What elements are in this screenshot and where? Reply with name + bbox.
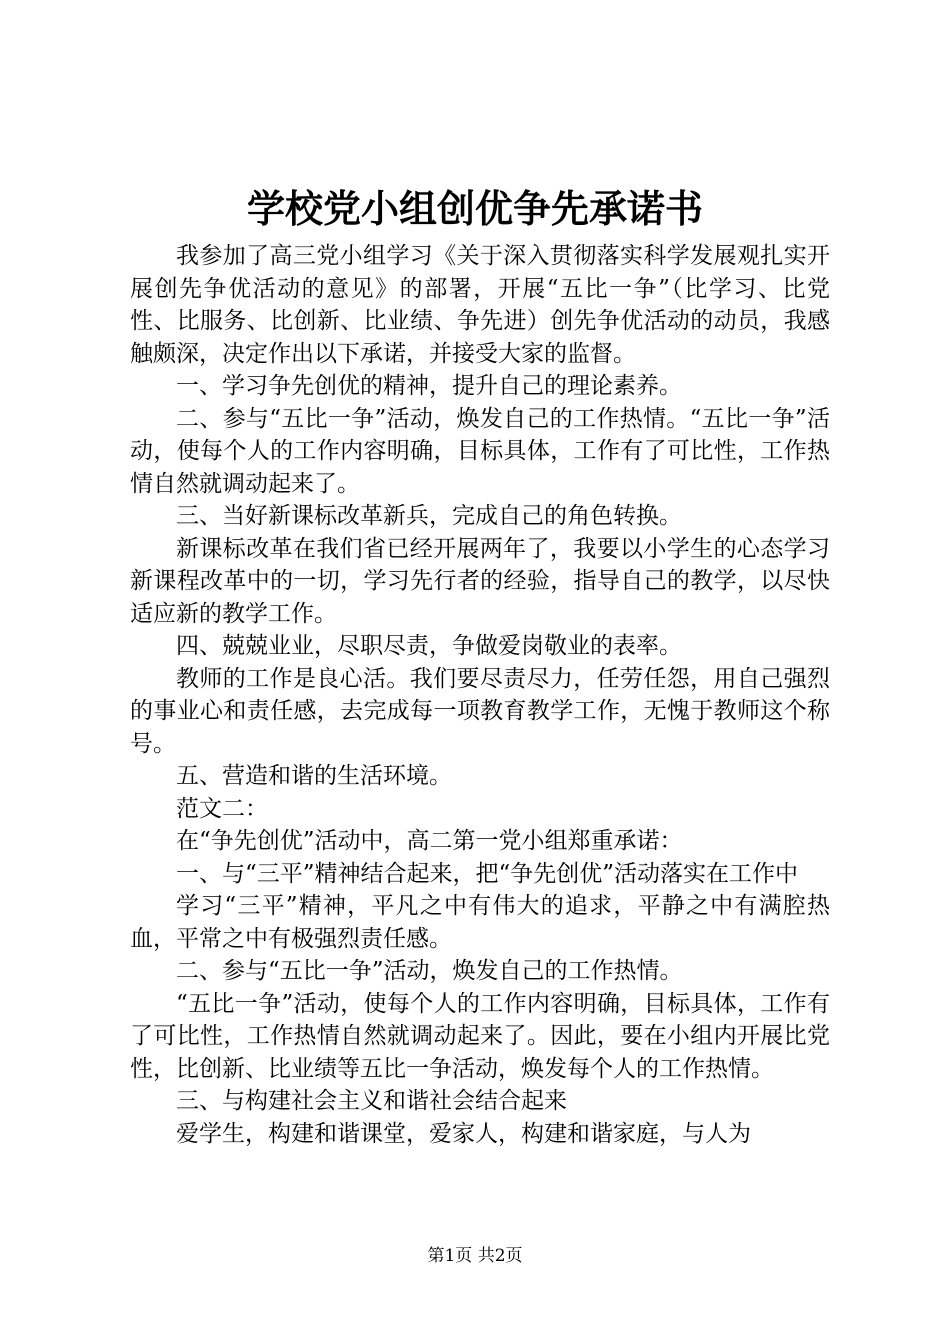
paragraph: 在“争先创优”活动中，高二第一党小组郑重承诺： [176, 828, 683, 854]
paragraph: 爱学生，构建和谐课堂，爱家人，构建和谐家庭，与人为 [176, 1120, 751, 1147]
document-title: 学校党小组创优争先承诺书 [246, 186, 703, 231]
paragraph: 教师的工作是良心活。我们要尽责尽力，任劳任怨，用自己强烈的事业心和责任感，去完成每一项教育教学工作，无愧于教师这个称号。 [130, 665, 830, 757]
paragraph: 三、与构建社会主义和谐社会结合起来 [176, 1088, 567, 1114]
paragraph: 新课标改革在我们省已经开展两年了，我要以小学生的心态学习新课程改革中的一切，学习先行者的经验，指导自己的教学，以尽快适应新的教学工作。 [130, 535, 830, 627]
paragraph: 二、参与“五比一争”活动，焕发自己的工作热情。“五比一争”活动，使每个人的工作内容明确，目标具体，工作有了可比性，工作热情自然就调动起来了。 [130, 405, 830, 497]
paragraph: 五、营造和谐的生活环境。 [176, 763, 452, 789]
paragraph: 一、学习争先创优的精神，提升自己的理论素养。 [176, 373, 682, 399]
paragraph: 一、与“三平”精神结合起来，把“争先创优”活动落实在工作中 [176, 860, 799, 887]
paragraph: “五比一争”活动，使每个人的工作内容明确，目标具体，工作有了可比性，工作热情自然就调动起来了。因此，要在小组内开展比党性，比创新、比业绩等五比一争活动，焕发每个人的工作热情。 [130, 990, 830, 1082]
paragraph: 我参加了高三党小组学习《关于深入贯彻落实科学发展观扎实开展创先争优活动的意见》的部署，开展“五比一争”（比学习、比党性、比服务、比创新、比业绩、争先进）创先争优活动的动员，我感触颇深，决定作出以下承诺，并接受大家的监督。 [130, 243, 830, 367]
paragraph: 二、参与“五比一争”活动，焕发自己的工作热情。 [176, 958, 683, 984]
page-footer: 第1页 共2页 [427, 1246, 523, 1266]
document-body [130, 240, 830, 1150]
paragraph: 四、兢兢业业，尽职尽责，争做爱岗敬业的表率。 [176, 633, 682, 659]
paragraph: 范文二： [176, 795, 268, 822]
paragraph: 三、当好新课标改革新兵，完成自己的角色转换。 [176, 503, 682, 529]
paragraph: 学习“三平”精神，平凡之中有伟大的追求，平静之中有满腔热血，平常之中有极强烈责任感。 [130, 893, 830, 952]
